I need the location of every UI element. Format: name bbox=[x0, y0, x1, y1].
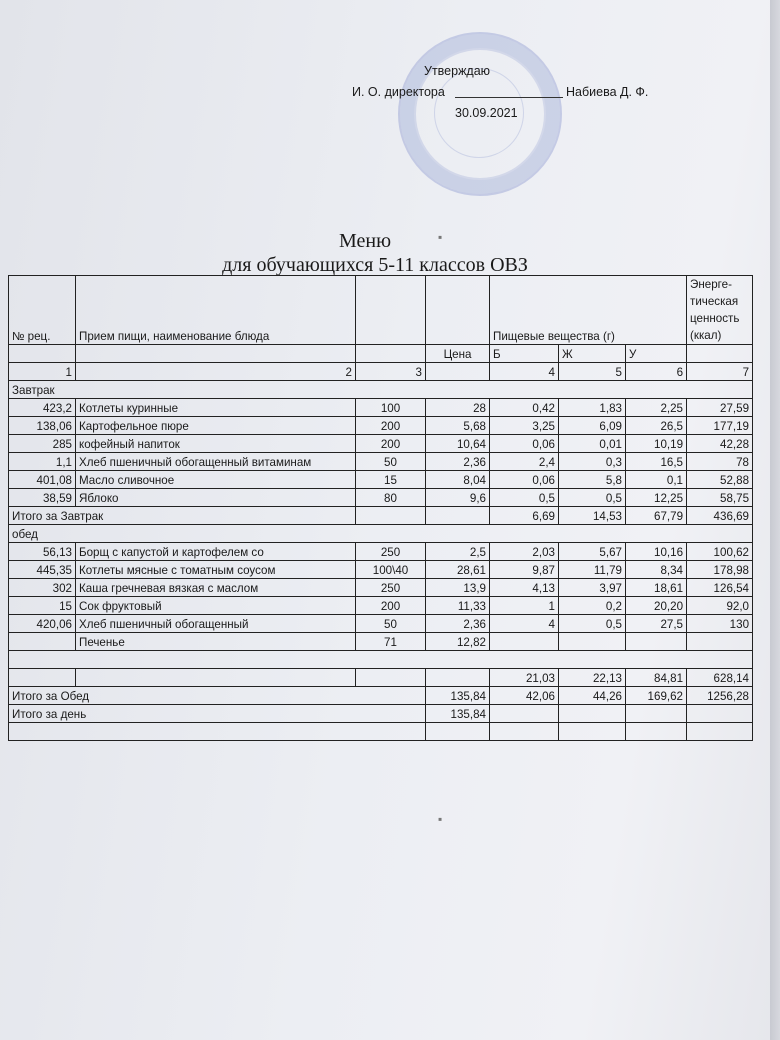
protein: 2,03 bbox=[490, 543, 559, 561]
total-kcal: 436,69 bbox=[687, 507, 753, 525]
table-row bbox=[9, 615, 753, 633]
protein: 2,4 bbox=[490, 453, 559, 471]
menu-subtitle: для обучающихся 5-11 классов ОВЗ bbox=[222, 254, 528, 276]
portion-weight: 200 bbox=[356, 597, 426, 615]
col-number: 4 bbox=[490, 363, 559, 381]
rec-number: 401,08 bbox=[9, 471, 76, 489]
fat: 6,09 bbox=[559, 417, 626, 435]
energy: 130 bbox=[687, 615, 753, 633]
breakfast-total-label: Итого за Завтрак bbox=[9, 507, 356, 525]
subtotal-b: 21,03 bbox=[490, 669, 559, 687]
section-breakfast: Завтрак bbox=[9, 381, 753, 399]
price: 10,64 bbox=[426, 435, 490, 453]
price: 11,33 bbox=[426, 597, 490, 615]
rec-number: 445,35 bbox=[9, 561, 76, 579]
carbs: 18,61 bbox=[626, 579, 687, 597]
approve-word: Утверждаю bbox=[424, 64, 491, 78]
stray-mark: ▪ bbox=[438, 230, 443, 244]
dish-name: Картофельное пюре bbox=[76, 417, 356, 435]
portion-weight: 50 bbox=[356, 615, 426, 633]
protein bbox=[490, 633, 559, 651]
table-row bbox=[9, 633, 753, 651]
dish-name: Хлеб пшеничный обогащенный bbox=[76, 615, 356, 633]
fat: 3,97 bbox=[559, 579, 626, 597]
section-row bbox=[9, 381, 753, 399]
dish-name: Котлеты мясные с томатным соусом bbox=[76, 561, 356, 579]
table-row bbox=[9, 435, 753, 453]
price: 12,82 bbox=[426, 633, 490, 651]
carbs: 26,5 bbox=[626, 417, 687, 435]
numbering-row bbox=[9, 363, 753, 381]
dish-name: Котлеты куринные bbox=[76, 399, 356, 417]
dish-name: Сок фруктовый bbox=[76, 597, 356, 615]
lunch-total-zh: 44,26 bbox=[559, 687, 626, 705]
day-total-row bbox=[9, 705, 753, 723]
total-row bbox=[9, 507, 753, 525]
table-row bbox=[9, 399, 753, 417]
table-row bbox=[9, 471, 753, 489]
menu-title: Меню bbox=[338, 230, 392, 252]
fat: 11,79 bbox=[559, 561, 626, 579]
col-number: 5 bbox=[559, 363, 626, 381]
lunch-total-b: 42,06 bbox=[490, 687, 559, 705]
fat: 0,5 bbox=[559, 489, 626, 507]
lunch-total-price: 135,84 bbox=[426, 687, 490, 705]
rec-number: 38,59 bbox=[9, 489, 76, 507]
subtotal-kcal: 628,14 bbox=[687, 669, 753, 687]
energy: 177,19 bbox=[687, 417, 753, 435]
protein: 1 bbox=[490, 597, 559, 615]
table-row bbox=[9, 543, 753, 561]
approver-position: И. О. директора bbox=[352, 85, 445, 99]
energy: 78 bbox=[687, 453, 753, 471]
price: 13,9 bbox=[426, 579, 490, 597]
dish-name: Яблоко bbox=[76, 489, 356, 507]
energy: 52,88 bbox=[687, 471, 753, 489]
empty-row bbox=[9, 651, 753, 669]
rec-number bbox=[9, 633, 76, 651]
portion-weight: 100\40 bbox=[356, 561, 426, 579]
energy: 178,98 bbox=[687, 561, 753, 579]
energy bbox=[687, 633, 753, 651]
total-row bbox=[9, 687, 753, 705]
table-row bbox=[9, 561, 753, 579]
rec-number: 285 bbox=[9, 435, 76, 453]
subtotal-u: 84,81 bbox=[626, 669, 687, 687]
header-zh: Ж bbox=[559, 345, 626, 363]
stray-mark: ▪ bbox=[438, 812, 443, 826]
lunch-total-label: Итого за Обед bbox=[9, 687, 426, 705]
portion-weight: 50 bbox=[356, 453, 426, 471]
carbs: 2,25 bbox=[626, 399, 687, 417]
price: 8,04 bbox=[426, 471, 490, 489]
fat: 0,5 bbox=[559, 615, 626, 633]
portion-weight: 80 bbox=[356, 489, 426, 507]
carbs: 8,34 bbox=[626, 561, 687, 579]
total-zh: 14,53 bbox=[559, 507, 626, 525]
page-edge-shadow bbox=[770, 0, 780, 1040]
header-u: У bbox=[626, 345, 687, 363]
lunch-total-kcal: 1256,28 bbox=[687, 687, 753, 705]
carbs: 0,1 bbox=[626, 471, 687, 489]
fat: 1,83 bbox=[559, 399, 626, 417]
lunch-total-u: 169,62 bbox=[626, 687, 687, 705]
header-nutrients: Пищевые вещества (г) bbox=[490, 276, 687, 345]
energy: 126,54 bbox=[687, 579, 753, 597]
protein: 0,5 bbox=[490, 489, 559, 507]
price: 2,5 bbox=[426, 543, 490, 561]
energy: 100,62 bbox=[687, 543, 753, 561]
protein: 0,06 bbox=[490, 471, 559, 489]
col-number: 1 bbox=[9, 363, 76, 381]
carbs: 16,5 bbox=[626, 453, 687, 471]
signature-line bbox=[455, 97, 563, 98]
section-lunch: обед bbox=[9, 525, 753, 543]
section-row bbox=[9, 525, 753, 543]
portion-weight: 100 bbox=[356, 399, 426, 417]
dish-name: Масло сливочное bbox=[76, 471, 356, 489]
day-total-price: 135,84 bbox=[426, 705, 490, 723]
carbs: 10,16 bbox=[626, 543, 687, 561]
energy: 58,75 bbox=[687, 489, 753, 507]
carbs: 20,20 bbox=[626, 597, 687, 615]
header-meal: Прием пищи, наименование блюда bbox=[76, 276, 356, 345]
protein: 0,06 bbox=[490, 435, 559, 453]
portion-weight: 15 bbox=[356, 471, 426, 489]
header-row bbox=[9, 276, 753, 345]
price: 2,36 bbox=[426, 615, 490, 633]
fat: 0,3 bbox=[559, 453, 626, 471]
table-row bbox=[9, 489, 753, 507]
protein: 9,87 bbox=[490, 561, 559, 579]
dish-name: Печенье bbox=[76, 633, 356, 651]
dish-name: Борщ с капустой и картофелем со bbox=[76, 543, 356, 561]
price: 5,68 bbox=[426, 417, 490, 435]
col-number: 7 bbox=[687, 363, 753, 381]
energy: 92,0 bbox=[687, 597, 753, 615]
rec-number: 302 bbox=[9, 579, 76, 597]
price: 9,6 bbox=[426, 489, 490, 507]
price: 2,36 bbox=[426, 453, 490, 471]
header-price: Цена bbox=[426, 345, 490, 363]
subtotal-zh: 22,13 bbox=[559, 669, 626, 687]
dish-name: кофейный напиток bbox=[76, 435, 356, 453]
portion-weight: 250 bbox=[356, 543, 426, 561]
menu-table bbox=[8, 275, 753, 741]
approval-date: 30.09.2021 bbox=[455, 106, 518, 120]
dish-name: Хлеб пшеничный обогащенный витаминам bbox=[76, 453, 356, 471]
fat: 0,2 bbox=[559, 597, 626, 615]
protein: 3,25 bbox=[490, 417, 559, 435]
subheader-row bbox=[9, 345, 753, 363]
col-number: 2 bbox=[76, 363, 356, 381]
day-total-label: Итого за день bbox=[9, 705, 426, 723]
protein: 4 bbox=[490, 615, 559, 633]
col-number: 6 bbox=[626, 363, 687, 381]
protein: 0,42 bbox=[490, 399, 559, 417]
fat: 0,01 bbox=[559, 435, 626, 453]
rec-number: 423,2 bbox=[9, 399, 76, 417]
header-b: Б bbox=[490, 345, 559, 363]
carbs: 27,5 bbox=[626, 615, 687, 633]
fat: 5,8 bbox=[559, 471, 626, 489]
empty-row bbox=[9, 723, 753, 741]
price: 28,61 bbox=[426, 561, 490, 579]
dish-name: Каша гречневая вязкая с маслом bbox=[76, 579, 356, 597]
header-rec-no: № рец. bbox=[9, 276, 76, 345]
table-row bbox=[9, 579, 753, 597]
protein: 4,13 bbox=[490, 579, 559, 597]
portion-weight: 250 bbox=[356, 579, 426, 597]
table-row bbox=[9, 417, 753, 435]
approver-name: Набиева Д. Ф. bbox=[566, 85, 649, 99]
fat: 5,67 bbox=[559, 543, 626, 561]
rec-number: 15 bbox=[9, 597, 76, 615]
price: 28 bbox=[426, 399, 490, 417]
table-row bbox=[9, 597, 753, 615]
rec-number: 420,06 bbox=[9, 615, 76, 633]
rec-number: 56,13 bbox=[9, 543, 76, 561]
rec-number: 1,1 bbox=[9, 453, 76, 471]
carbs: 12,25 bbox=[626, 489, 687, 507]
subtotal-row bbox=[9, 669, 753, 687]
total-b: 6,69 bbox=[490, 507, 559, 525]
carbs: 10,19 bbox=[626, 435, 687, 453]
portion-weight: 200 bbox=[356, 435, 426, 453]
portion-weight: 200 bbox=[356, 417, 426, 435]
table-row bbox=[9, 453, 753, 471]
total-u: 67,79 bbox=[626, 507, 687, 525]
rec-number: 138,06 bbox=[9, 417, 76, 435]
energy: 42,28 bbox=[687, 435, 753, 453]
col-number: 3 bbox=[356, 363, 426, 381]
fat bbox=[559, 633, 626, 651]
carbs bbox=[626, 633, 687, 651]
energy: 27,59 bbox=[687, 399, 753, 417]
header-energy: Энерге-тическая ценность (ккал) bbox=[687, 276, 753, 345]
portion-weight: 71 bbox=[356, 633, 426, 651]
